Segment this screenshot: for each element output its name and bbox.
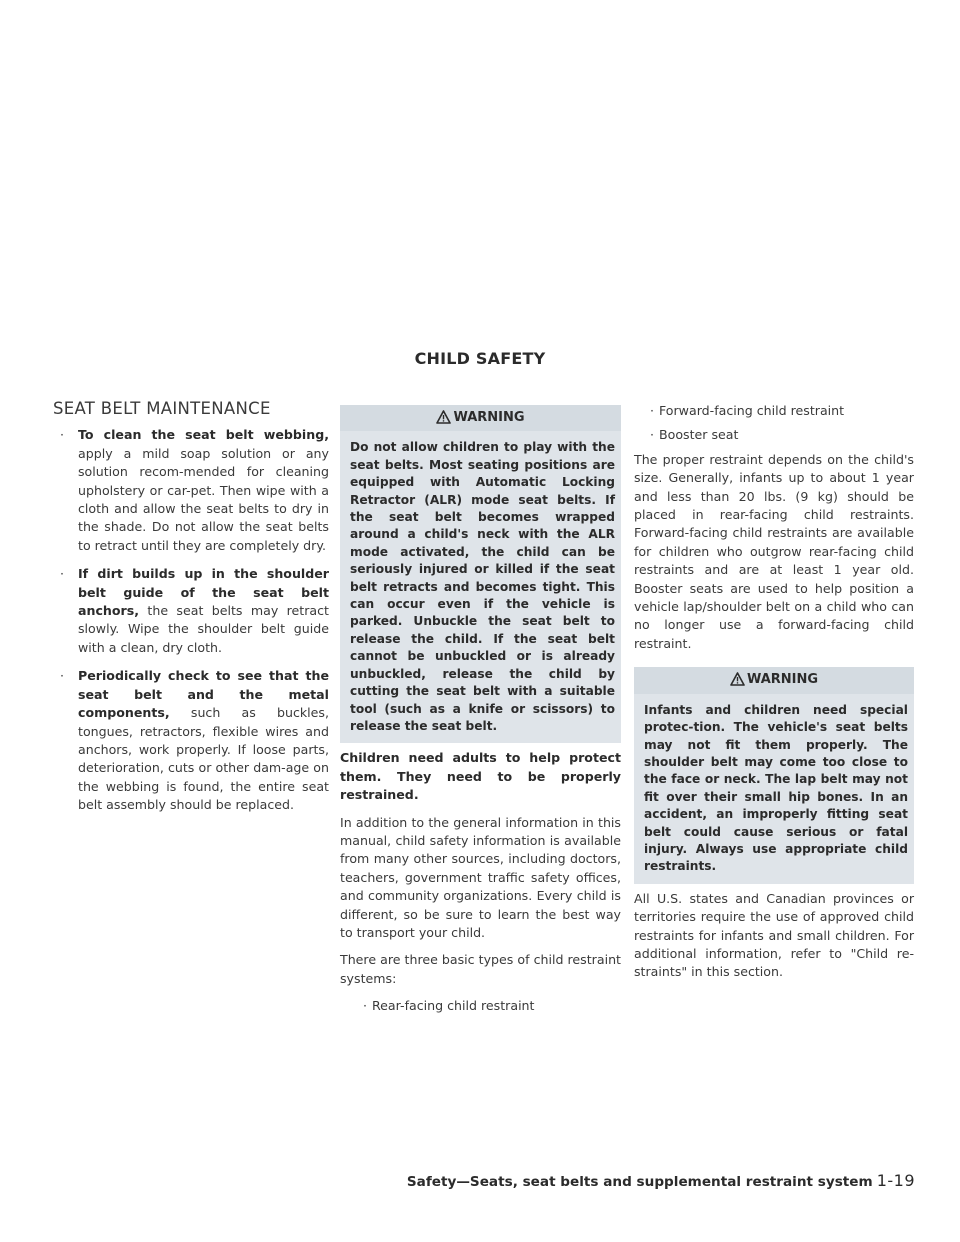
warning-text: Infants and children need special protec-tion. The vehicle's seat belts may not fit them properly. The shoulder belt may come too close to the face or neck. The lap belt may not fit over their small hip bones. In an accident, an improperly fitting seat belt could cause serious or fatal injury. Always use appropriate child restraints. [644,702,908,874]
bullet-lead: Periodically check to see that the seat belt and the metal components, [78,668,329,721]
list-item [53,667,329,814]
bullet-icon: · [363,998,368,1014]
list-item-text: Rear-facing child restraint [372,998,535,1014]
list-item [634,402,914,420]
warning-text: Do not allow children to play with the seat belts. Most seating positions are equipped with Automatic Locking Retractor (ALR) mode seat belts. If the seat belt becomes wrapped around a child's neck with the ALR mode activated, the child can be seriously injured or killed if the seat belt retracts and becomes tight. This can occur even if the vehicle is parked. Unbuckle the seat belt to release the child. If the seat belt cannot be unbuckled or is already unbuckled, release the child by cutting the seat belt with a suitable tool (such as a knife or scissors) to release the seat belt. [350,440,615,733]
warning-label: WARNING [746,672,819,688]
list-item [53,426,329,555]
warning-box [340,405,621,743]
section-title: SEAT BELT MAINTENANCE [53,399,271,418]
warning-icon [730,672,745,686]
warning-box [634,667,914,883]
bold-paragraph: Children need adults to help protect them. They need to be properly restrained. [340,750,621,803]
section-header: CHILD SAFETY [414,349,546,368]
page-footer [407,1171,915,1190]
column-2 [340,405,621,1022]
paragraph: The proper restraint depends on the child's size. Generally, infants up to about 1 year and less than 20 lbs. (9 kg) should be placed in rear-facing child restraints. Forward-facing child restraints are available for children who outgrow rear-facing child restraints and are at least 1 year old. Booster seats are used to help position a vehicle lap/shoulder belt on a child who can no longer use a forward-facing child restraint. [634,451,914,651]
bullet-icon: · [60,566,65,582]
warning-icon [436,410,451,424]
warning-header [634,667,914,693]
bullet-text: apply a mild soap solution or any solution recom-mended for cleaning upholstery or car-pet. Then wipe with a cloth and allow the seat belts to dry in the shade. Do not allow the seat belts to retract until they are completely dry. [78,445,329,553]
bullet-text: the seat belts may retract slowly. Wipe the shoulder belt guide with a clean, dry cloth. [78,603,329,655]
column-3 [634,402,914,991]
paragraph: All U.S. states and Canadian provinces or territories require the use of approved child restraints for infants and small children. For additional information, refer to "Child re-straints" in this section. [634,890,914,980]
bullet-icon: · [650,427,655,443]
bullet-icon: · [60,427,65,443]
warning-label: WARNING [453,410,525,425]
bullet-icon: · [60,668,65,684]
list-item-text: Booster seat [659,427,739,443]
paragraph: There are three basic types of child restraint systems: [340,952,621,986]
paragraph: In addition to the general information in this manual, child safety information is available from many other sources, including doctors, teachers, government traffic safety offices, and community organizations. Every child is different, so be sure to learn the best way to transport your child. [340,814,621,940]
bullet-icon: · [650,403,655,418]
chapter-title: Safety—Seats, seat belts and supplemental restraint system [406,1174,873,1190]
bullet-lead: If dirt builds up in the shoulder belt guide of the seat belt anchors, [78,566,329,619]
warning-header [340,405,621,431]
bullet-lead: To clean the seat belt webbing, [78,427,329,443]
column-1 [53,400,329,825]
list-item [340,997,621,1015]
bullet-text: such as buckles, tongues, retractors, flexible wires and anchors, work properly. If loose parts, deterioration, cuts or other dam-age on the webbing is found, the entire seat belt assembly should be replaced. [78,705,329,813]
list-item [53,565,329,657]
page-number: 1-19 [876,1171,915,1190]
list-item [634,426,914,444]
list-item-text: Forward-facing child restraint [659,403,845,418]
